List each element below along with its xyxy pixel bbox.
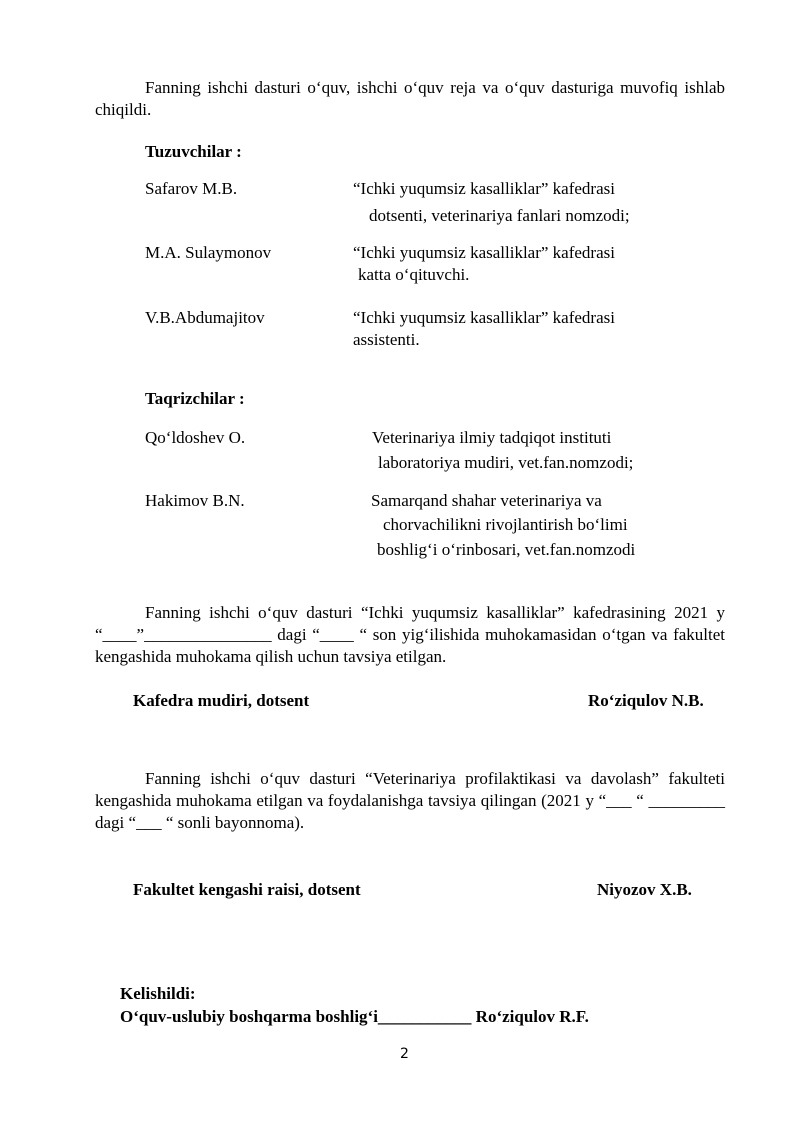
author-position-line: dotsenti, veterinariya fanlari nomzodi; xyxy=(369,206,630,225)
author-position-line: “Ichki yuqumsiz kasalliklar” kafedrasi xyxy=(353,179,615,198)
agreed-signature-line: O‘quv-uslubiy boshqarma boshlig‘i___________ Ro‘ziqulov R.F. xyxy=(120,1007,589,1026)
page-number: 2 xyxy=(400,1046,409,1062)
reviewers-heading: Taqrizchilar : xyxy=(145,389,245,408)
faculty-approval-paragraph: Fanning ishchi o‘quv dasturi “Veterinariya profilaktikasi va davolash” fakulteti kengashida muhokama etilgan va foydalanishga tavsiya qilingan (2021 y “___ “ _________ dagi “___ “ sonli bayonnoma). xyxy=(95,769,725,832)
intro-paragraph: Fanning ishchi dasturi o‘quv, ishchi o‘quv reja va o‘quv dasturiga muvofiq ishlab chiqildi. xyxy=(95,78,725,119)
author-position-line: assistenti. xyxy=(353,330,420,349)
reviewer-position-line: chorvachilikni rivojlantirish bo‘limi xyxy=(383,515,628,534)
agreed-heading: Kelishildi: xyxy=(120,984,196,1003)
faculty-head-name: Niyozov X.B. xyxy=(597,880,692,899)
dept-head-title: Kafedra mudiri, dotsent xyxy=(133,691,310,710)
author-position-line: “Ichki yuqumsiz kasalliklar” kafedrasi xyxy=(353,243,615,262)
reviewer-name: Hakimov B.N. xyxy=(145,491,245,510)
author-position-line: katta o‘qituvchi. xyxy=(358,265,470,284)
author-position-line: “Ichki yuqumsiz kasalliklar” kafedrasi xyxy=(353,308,615,327)
reviewer-position-line: Samarqand shahar veterinariya va xyxy=(371,491,602,510)
reviewer-position-line: boshlig‘i o‘rinbosari, vet.fan.nomzodi xyxy=(377,540,636,559)
author-name: V.B.Abdumajitov xyxy=(145,308,265,327)
faculty-head-title: Fakultet kengashi raisi, dotsent xyxy=(133,880,361,899)
dept-head-name: Ro‘ziqulov N.B. xyxy=(588,691,704,710)
department-approval-paragraph: Fanning ishchi o‘quv dasturi “Ichki yuqumsiz kasalliklar” kafedrasining 2021 y “____”_______________ dagi “____ “ son yig‘ilishida muhokamasidan o‘tgan va fakultet kengashida muhokama qilish uchun tavsiya etilgan. xyxy=(95,603,725,666)
reviewer-position-line: laboratoriya mudiri, vet.fan.nomzodi; xyxy=(378,453,634,472)
authors-heading: Tuzuvchilar : xyxy=(145,142,242,161)
author-name: Safarov M.B. xyxy=(145,179,238,198)
reviewer-position-line: Veterinariya ilmiy tadqiqot instituti xyxy=(372,428,612,447)
author-name: M.A. Sulaymonov xyxy=(145,243,272,262)
reviewer-name: Qo‘ldoshev O. xyxy=(145,428,246,447)
